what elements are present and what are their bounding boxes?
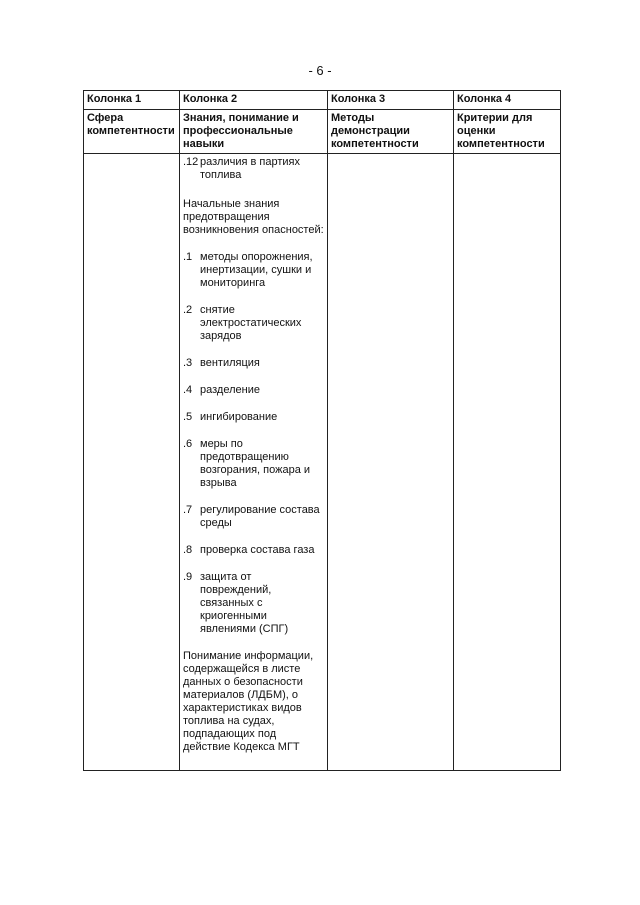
knowledge-cell bbox=[180, 154, 328, 771]
list-item bbox=[183, 504, 324, 530]
item-text: снятие электростатических зарядов bbox=[200, 304, 302, 342]
column-header-2: Колонка 2 bbox=[180, 91, 328, 110]
header-row bbox=[84, 91, 561, 110]
subheader-row bbox=[84, 110, 561, 154]
item-number: .2 bbox=[183, 304, 193, 316]
item-text: ингибирование bbox=[200, 411, 278, 423]
item-text: вентиляция bbox=[200, 357, 260, 369]
competence-table bbox=[83, 90, 561, 771]
item-number: .5 bbox=[183, 411, 193, 423]
subheader-competence: Сфера компетентности bbox=[84, 110, 180, 154]
item-number: .9 bbox=[183, 571, 193, 583]
criteria-cell bbox=[454, 154, 561, 771]
item-text: проверка состава газа bbox=[200, 544, 315, 556]
list-item bbox=[183, 384, 324, 397]
list-item bbox=[183, 156, 324, 182]
item-text: регулирование состава среды bbox=[200, 504, 320, 529]
list-item bbox=[183, 251, 324, 290]
list-item bbox=[183, 304, 324, 343]
item-number: .4 bbox=[183, 384, 193, 396]
subheader-methods: Методы демонстрации компетентности bbox=[328, 110, 454, 154]
item-number: .8 bbox=[183, 544, 193, 556]
item-number: .7 bbox=[183, 504, 193, 516]
list-item bbox=[183, 544, 324, 557]
item-text: методы опорожнения, инертизации, сушки и мониторинга bbox=[200, 251, 313, 289]
intro-paragraph: Начальные знания предотвращения возникновения опасностей: bbox=[183, 198, 324, 236]
subheader-criteria: Критерии для оценки компетентности bbox=[454, 110, 561, 154]
content-row bbox=[84, 154, 561, 771]
column-header-3: Колонка 3 bbox=[328, 91, 454, 110]
closing-paragraph: Понимание информации, содержащейся в листе данных о безопасности материалов (ЛДБМ), о характеристиках видов топлива на судах, подпадающих под действие Кодекса МГТ bbox=[183, 650, 314, 753]
methods-cell bbox=[328, 154, 454, 771]
subheader-knowledge: Знания, понимание и профессиональные навыки bbox=[180, 110, 328, 154]
item-number: .1 bbox=[183, 251, 193, 263]
column-header-1: Колонка 1 bbox=[84, 91, 180, 110]
item-text: различия в партиях топлива bbox=[200, 156, 300, 181]
column-header-4: Колонка 4 bbox=[454, 91, 561, 110]
list-item bbox=[183, 438, 324, 490]
competence-cell bbox=[84, 154, 180, 771]
list-item bbox=[183, 411, 324, 424]
list-item bbox=[183, 357, 324, 370]
list-item bbox=[183, 571, 324, 636]
item-number: .3 bbox=[183, 357, 193, 369]
item-text: защита от повреждений, связанных с криогенными явлениями (СПГ) bbox=[200, 571, 289, 635]
page-number: - 6 - bbox=[308, 63, 332, 78]
item-text: разделение bbox=[200, 384, 260, 396]
item-number: .6 bbox=[183, 438, 193, 450]
item-text: меры по предотвращению возгорания, пожара и взрыва bbox=[200, 438, 311, 489]
item-number: .12 bbox=[183, 156, 199, 168]
